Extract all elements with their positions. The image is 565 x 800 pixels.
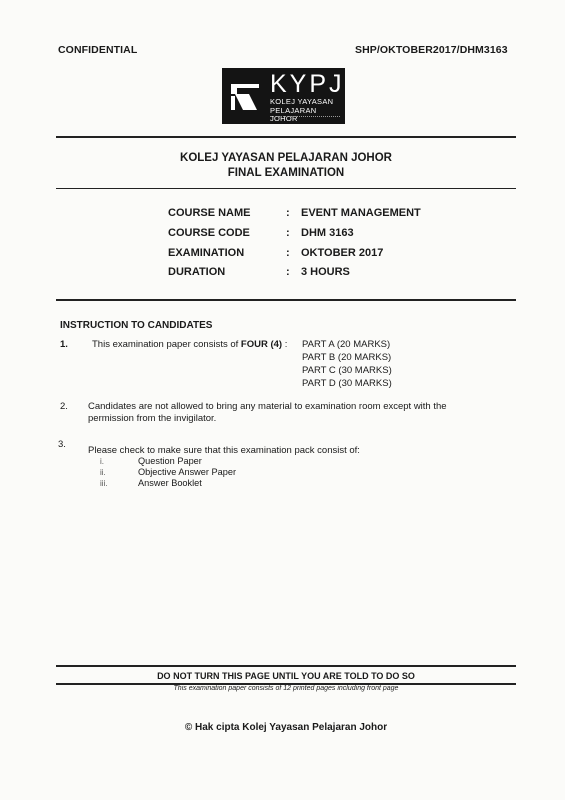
instruction-3-number: 3. — [58, 439, 66, 450]
instruction-2-line2: permission from the invigilator. — [88, 413, 217, 424]
list-item-text: Objective Answer Paper — [138, 467, 237, 477]
instruction-3-text: Please check to make sure that this examination pack consist of: — [88, 445, 360, 456]
exam-title: FINAL EXAMINATION — [227, 167, 345, 179]
logo-fine-print — [270, 116, 340, 119]
list-item-number: ii. — [100, 468, 106, 477]
institution-name: KOLEJ YAYASAN PELAJARAN JOHOR — [180, 152, 392, 164]
footer-top-divider — [56, 665, 516, 667]
list-item-text: Question Paper — [138, 456, 202, 466]
examination-value: OKTOBER 2017 — [301, 247, 384, 259]
duration-value: 3 HOURS — [301, 266, 350, 278]
examination-colon: : — [286, 247, 290, 259]
list-item-number: i. — [100, 457, 104, 466]
footer-warning: DO NOT TURN THIS PAGE UNTIL YOU ARE TOLD TO DO SO — [157, 671, 415, 681]
course-name-label: COURSE NAME — [168, 207, 251, 219]
course-name-colon: : — [286, 207, 290, 219]
course-code-colon: : — [286, 227, 290, 239]
instruction-2-number: 2. — [60, 401, 68, 412]
list-item-text: Answer Booklet — [138, 478, 202, 488]
info-divider — [56, 299, 516, 301]
logo-subtitle — [270, 98, 345, 124]
instruction-2-line1: Candidates are not allowed to bring any material to examination room except with the — [88, 401, 447, 412]
list-item-number: iii. — [100, 479, 108, 488]
kypj-logo — [222, 68, 345, 124]
top-divider — [56, 136, 516, 138]
part-a: PART A (20 MARKS) — [302, 339, 391, 350]
instruction-1-text-bold: FOUR (4) — [240, 339, 283, 350]
duration-label: DURATION — [168, 266, 226, 278]
pack-contents-list — [100, 456, 236, 489]
parts-list — [302, 339, 392, 391]
examination-label: EXAMINATION — [168, 247, 245, 259]
part-d: PART D (30 MARKS) — [302, 378, 392, 389]
logo-subtitle-line1: KOLEJ YAYASAN — [270, 97, 334, 106]
instruction-1-text-after: : — [282, 339, 288, 350]
page-count-note: This examination paper consists of 12 printed pages including front page — [173, 685, 399, 692]
instruction-1-text-before: This examination paper consists of — [92, 339, 241, 350]
instruction-1-text — [92, 339, 287, 350]
list-item — [100, 467, 236, 478]
course-name-value: EVENT MANAGEMENT — [301, 207, 421, 219]
logo-brand: KYPJ — [270, 70, 345, 98]
confidential-label: CONFIDENTIAL — [58, 44, 138, 56]
course-code-value: DHM 3163 — [301, 227, 354, 239]
part-c: PART C (30 MARKS) — [302, 365, 392, 376]
instruction-1-number: 1. — [60, 339, 68, 350]
duration-colon: : — [286, 266, 290, 278]
document-reference: SHP/OKTOBER2017/DHM3163 — [355, 44, 508, 56]
kypj-emblem-icon — [229, 80, 263, 114]
list-item — [100, 478, 236, 489]
course-code-label: COURSE CODE — [168, 227, 250, 239]
copyright-notice: © Hak cipta Kolej Yayasan Pelajaran Johor — [184, 722, 388, 733]
instructions-heading: INSTRUCTION TO CANDIDATES — [60, 320, 213, 331]
logo-subtitle-line2: PELAJARAN JOHOR — [270, 105, 317, 123]
list-item — [100, 456, 236, 467]
title-divider — [56, 188, 516, 189]
part-b: PART B (20 MARKS) — [302, 352, 392, 363]
